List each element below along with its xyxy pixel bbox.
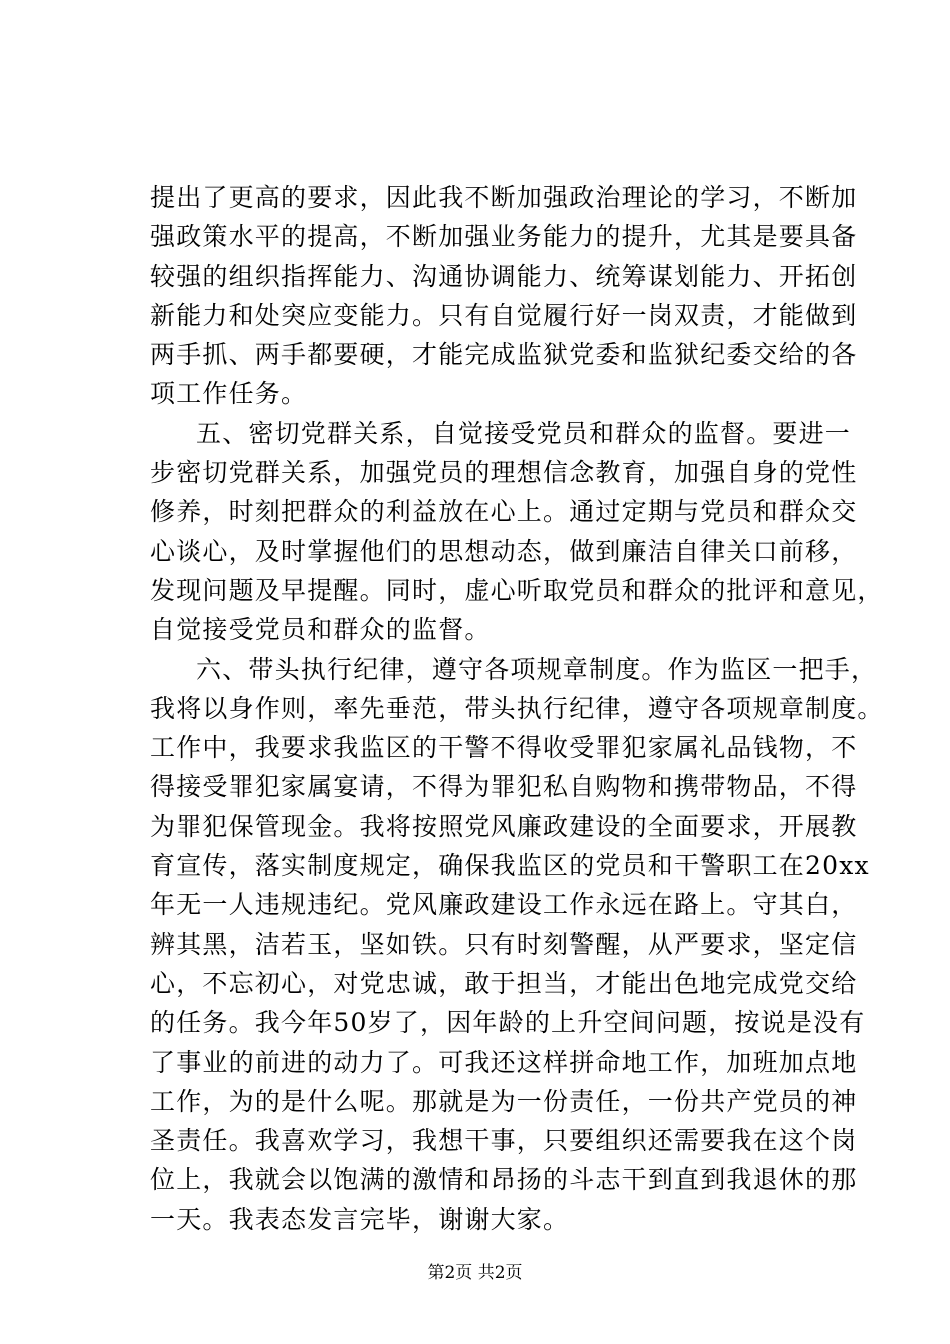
text-line: 的任务。我今年50岁了，因年龄的上升空间问题，按说是没有 xyxy=(150,1008,866,1038)
text-line: 年无一人违规违纪。党风廉政建设工作永远在路上。守其白， xyxy=(150,890,858,920)
text-line: 得接受罪犯家属宴请，不得为罪犯私自购物和携带物品，不得 xyxy=(150,772,858,802)
text-line: 步密切党群关系，加强党员的理想信念教育，加强自身的党性 xyxy=(150,458,858,488)
text-line: 心谈心，及时掌握他们的思想动态，做到廉洁自律关口前移， xyxy=(150,536,858,566)
document-body xyxy=(150,178,884,1239)
text-line: 工作，为的是什么呢。那就是为一份责任，一份共产党员的神 xyxy=(150,1086,858,1116)
text-line: 辨其黑，洁若玉，坚如铁。只有时刻警醒，从严要求，坚定信 xyxy=(150,929,858,959)
text-line: 两手抓、两手都要硬，才能完成监狱党委和监狱纪委交给的各 xyxy=(150,340,858,370)
text-line: 提出了更高的要求，因此我不断加强政治理论的学习，不断加 xyxy=(150,183,858,212)
text-line: 我将以身作则，率先垂范，带头执行纪律，遵守各项规章制度。 xyxy=(150,693,884,723)
text-line: 育宣传，落实制度规定，确保我监区的党员和干警职工在20xx xyxy=(150,851,870,881)
text-line: 修养，时刻把群众的利益放在心上。通过定期与党员和群众交 xyxy=(150,497,858,527)
text-line: 强政策水平的提高，不断加强业务能力的提升，尤其是要具备 xyxy=(150,222,858,252)
text-line: 项工作任务。 xyxy=(150,379,308,409)
text-line: 工作中，我要求我监区的干警不得收受罪犯家属礼品钱物，不 xyxy=(150,733,858,763)
text-line: 圣责任。我喜欢学习，我想干事，只要组织还需要我在这个岗 xyxy=(150,1126,858,1156)
text-line: 新能力和处突应变能力。只有自觉履行好一岗双责，才能做到 xyxy=(150,300,858,330)
section-five-heading-line: 五、密切党群关系，自觉接受党员和群众的监督。要进一 xyxy=(196,418,852,448)
text-line: 较强的组织指挥能力、沟通协调能力、统筹谋划能力、开拓创 xyxy=(150,261,858,291)
text-line: 发现问题及早提醒。同时，虚心听取党员和群众的批评和意见， xyxy=(150,575,884,605)
text-line: 自觉接受党员和群众的监督。 xyxy=(150,615,491,645)
text-line: 了事业的前进的动力了。可我还这样拼命地工作，加班加点地 xyxy=(150,1047,858,1077)
section-six-heading-line: 六、带头执行纪律，遵守各项规章制度。作为监区一把手， xyxy=(196,654,878,684)
text-line: 位上，我就会以饱满的激情和昂扬的斗志干到直到我退休的那 xyxy=(150,1165,858,1195)
page-number-footer: 第2页 共2页 xyxy=(427,1263,523,1283)
text-line: 为罪犯保管现金。我将按照党风廉政建设的全面要求，开展教 xyxy=(150,811,858,841)
text-line: 心，不忘初心，对党忠诚，敢于担当，才能出色地完成党交给 xyxy=(150,968,858,998)
text-line: 一天。我表态发言完毕，谢谢大家。 xyxy=(150,1204,570,1234)
